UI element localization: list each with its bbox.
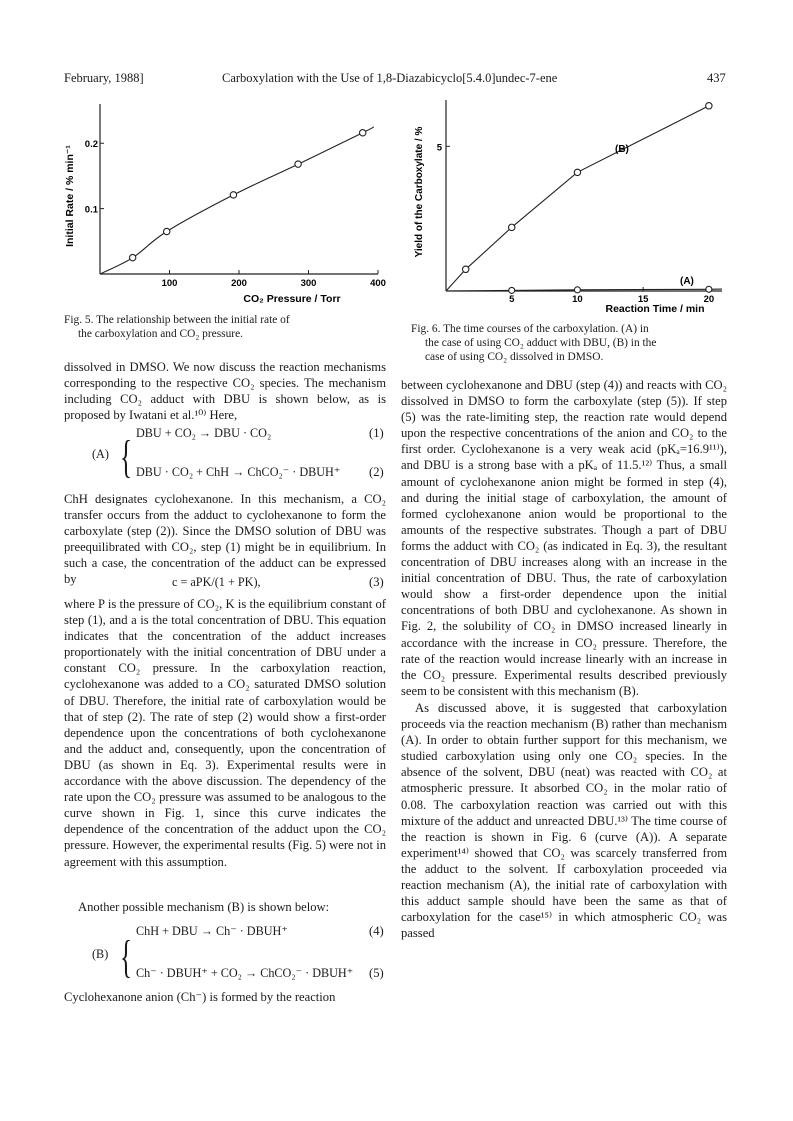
fig5-data-point (360, 130, 366, 136)
right-paragraph-2: As discussed above, it is suggested that carboxylation proceeds via the reaction mechanism (B) rather than mechanism (A). In order to obtain further support for this mechanism, we studied carboxylation using only one CO₂ species. In the absence of the solvent, DBU (neat) was reacted with CO₂ at atmospheric pressure. It absorbed CO₂ in the molar ratio of 0.08. The carboxylation reaction was carried out with this mixture of the adduct and unreacted DBU.¹³⁾ The time course of the reaction is shown in Fig. 6 (curve (A)). A separate experiment¹⁴⁾ showed that CO₂ was scarcely transferred from the adduct to the solvent. If carboxylation proceeded via reaction mechanism (A), the initial rate of carboxylation with this adduct sample should have been the same as that of carboxylation for the case¹⁵⁾ in which atmospheric CO₂ was passed (401, 701, 727, 941)
fig6-caption-text-1: The time courses of the carboxylation. (A) in (443, 323, 649, 335)
fig6-series-a-point (509, 287, 515, 293)
fig5-caption-label: Fig. 5. (64, 314, 94, 326)
fig6-caption-label: Fig. 6. (411, 323, 441, 335)
fig6-caption-text-2: the case of using CO₂ adduct with DBU, (B) in the (425, 336, 657, 349)
fig6-x-tick-label: 10 (572, 294, 583, 305)
header-journal-date: February, 1988] (64, 71, 144, 85)
mechanism-a-brace: { (120, 431, 133, 482)
fig5-x-tick-label: 400 (370, 278, 386, 289)
fig6-x-axis-label: Reaction Time / min (605, 303, 705, 315)
fig6-y-axis-label: Yield of the Carboxylate / % (414, 126, 425, 258)
equation-4-number: (4) (369, 924, 384, 938)
fig5-y-tick-label: 0.2 (84, 139, 98, 151)
left-paragraph-2: ChH designates cyclohexanone. In this mechanism, a CO₂ transfer occurs from the adduct to cyclohexanone to form the carboxylate (step (2)). Since the DMSO solution of DBU was preequilibrated with CO₂, step (1) might be in equilibrium. In such a case, the concentration of the adduct can be expressed by (64, 492, 386, 587)
equation-2-number: (2) (369, 465, 384, 479)
fig5-data-point (230, 192, 236, 198)
fig6-caption-text-3: case of using CO₂ dissolved in DMSO. (425, 350, 604, 363)
fig5-x-tick-label: 200 (231, 278, 247, 289)
fig5-caption-text-1: The relationship between the initial rate of (96, 314, 290, 326)
equation-5: Ch⁻ · DBUH⁺ + CO₂ → ChCO₂⁻ · DBUH⁺ (136, 966, 354, 980)
fig6-x-tick-label: 15 (637, 294, 649, 305)
fig5-axes (100, 104, 378, 274)
fig6-series-b-point (463, 266, 469, 272)
left-paragraph-5: Cyclohexanone anion (Ch⁻) is formed by the reaction (64, 990, 336, 1004)
fig6-series-a-label: (A) (680, 276, 694, 287)
equation-5-number: (5) (369, 966, 384, 980)
equation-2: DBU · CO₂ + ChH → ChCO₂⁻ · DBUH⁺ (136, 465, 341, 479)
left-paragraph-1: dissolved in DMSO. We now discuss the reaction mechanisms corresponding to the respective CO₂ species. The mechanism including CO₂ adduct with DBU is shown below, as is proposed by Iwatani et al.¹⁰⁾ Here, (64, 360, 386, 423)
left-paragraph-3: where P is the pressure of CO₂, K is the equilibrium constant of step (1), and a is the total concentration of DBU. This equation indicates that the concentration of the adduct increases proportionately with the initial concentration of DBU under a constant CO₂ pressure. In the carboxylation reaction, cyclohexanone was added to a CO₂ saturated DMSO solution of DBU. Therefore, the initial rate of carboxylation would be that of step (2). The rate of step (2) would show a first-order dependence upon the concentrations of both cyclohexanone and the adduct and, consequently, upon the concentration of DBU (as shown in Eq. 3). Experimental results were in accordance with the above discussion. The dependency of the rate upon the CO₂ pressure was assumed to be analogous to the curve shown in Fig. 1, since this curve indicates the dependence of the concentration of the adduct upon the CO₂ pressure. However, the experimental results (Fig. 5) were not in agreement with this assumption. (64, 597, 386, 869)
fig5-data-point (129, 254, 135, 260)
fig6-y-tick-label: 5 (436, 142, 442, 154)
right-paragraph-1: between cyclohexanone and DBU (step (4)) and reacts with CO₂ dissolved in DMSO to form the carboxylate (step (5)). If step (5) was the rate-limiting step, the reaction rate would depend upon the respective concentrations of the anion and CO₂ to the first order. Cyclohexanone is a very weak acid (pKₐ=16.9¹¹⁾), and DBU is a strong base with a pKₐ of 11.5.¹²⁾ Thus, a small amount of cyclohexanone anion might be formed in step (4), and during the initial stage of carboxylation, the amount of formed cyclohexanone anion would be proportional to the amounts of the respective substrates. Though a part of DBU forms the adduct with CO₂ (as indicated in Eq. 3), the resultant concentration of DBU increases along with an increase in the initial concentration of DBU. Thus, the rate of carboxylation would show a first-order dependence upon the initial concentrations of both DBU and cyclohexanone. As shown in Fig. 2, the solubility of CO₂ in DMSO increased linearly in accordance with the increase in CO₂ pressure. Therefore, the rate of the reaction would increase linearly with an increase in the CO₂ pressure. Experimental results described previously seem to be consistent with this mechanism (B). (401, 378, 727, 698)
figure-6-chart (408, 96, 728, 318)
equation-4: ChH + DBU → Ch⁻ · DBUH⁺ (136, 924, 288, 938)
fig6-series-b-point (706, 103, 712, 109)
fig6-x-tick-label: 5 (509, 294, 515, 305)
fig5-y-tick-label: 0.1 (84, 204, 98, 216)
figure-6-caption (411, 323, 729, 364)
fig6-axes (446, 100, 722, 291)
fig5-caption-text-2: the carboxylation and CO₂ pressure. (78, 327, 243, 340)
figure-5-chart (60, 96, 386, 306)
fig5-data-point (295, 161, 301, 167)
fig6-x-tick-label: 20 (703, 294, 715, 305)
fig5-x-axis-label: CO₂ Pressure / Torr (243, 293, 341, 305)
fig6-series-b-line (446, 106, 709, 291)
mechanism-a-label: (A) (92, 447, 109, 461)
equation-1: DBU + CO₂ → DBU · CO₂ (136, 426, 272, 440)
fig5-x-tick-label: 300 (300, 278, 317, 289)
fig6-series-b-label: (B) (615, 144, 629, 155)
header-title: Carboxylation with the Use of 1,8-Diazabicyclo[5.4.0]undec-7-ene (222, 71, 558, 85)
mechanism-b-label: (B) (92, 947, 109, 961)
figure-5-caption (64, 314, 382, 342)
fig5-fit-curve (100, 127, 374, 274)
mechanism-b-brace: { (120, 931, 133, 982)
fig6-series-b-point (509, 224, 515, 230)
fig5-y-axis-label: Initial Rate / % min⁻¹ (64, 145, 76, 247)
fig6-series-a-point (706, 286, 712, 292)
fig6-series-a-point (574, 287, 580, 293)
left-paragraph-4: Another possible mechanism (B) is shown below: (78, 900, 330, 914)
header-page-number: 437 (707, 71, 726, 85)
fig6-series-b-point (574, 169, 580, 175)
equation-1-number: (1) (369, 426, 384, 440)
fig5-x-tick-label: 100 (161, 278, 178, 289)
fig5-data-point (164, 228, 170, 234)
equation-3-number: (3) (369, 575, 384, 589)
equation-3: c = aPK/(1 + PK), (172, 575, 261, 589)
